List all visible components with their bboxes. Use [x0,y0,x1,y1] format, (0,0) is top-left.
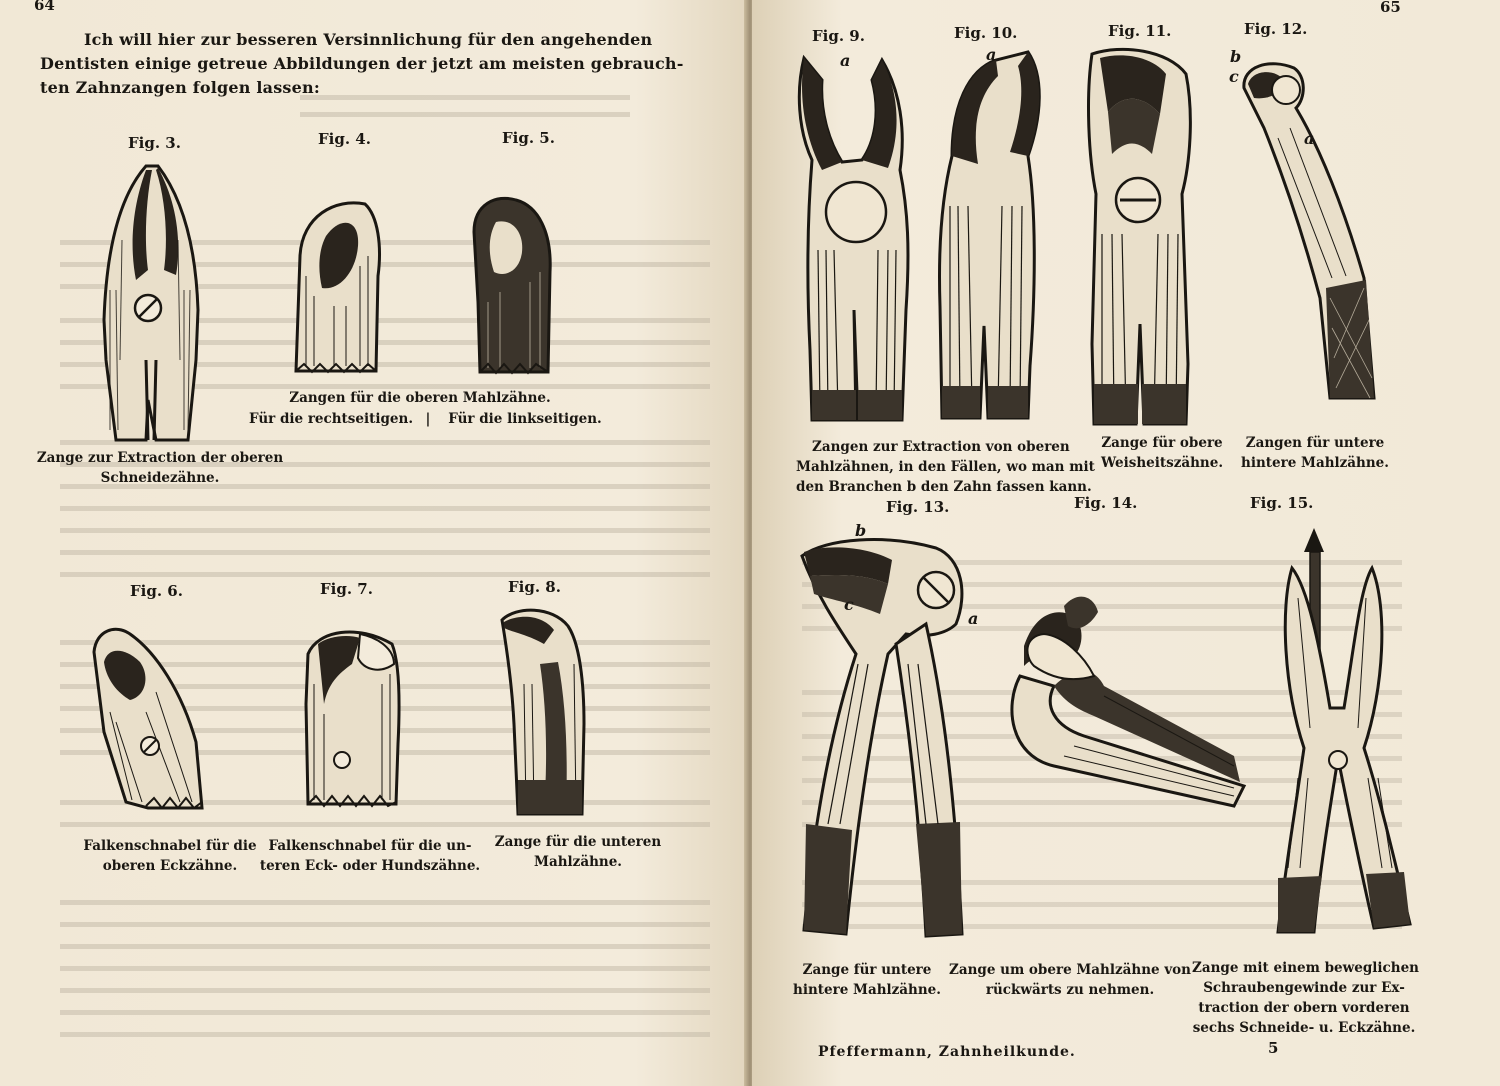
caption-line: rückwärts zu nehmen. [985,982,1155,998]
fig-10-label: Fig. 10. [954,24,1018,42]
fig-3-caption [30,448,290,488]
left-page [0,0,748,1086]
caption-line: teren Eck- oder Hundszähne. [259,858,481,874]
fig-11-caption [1092,433,1232,473]
fig-5-caption: Für die linkseitigen. [448,411,602,427]
fig-7-caption [256,836,484,876]
fig-4-5-caption-title: Zangen für die oberen Mahlzähne. [289,390,551,406]
fig-9-10-caption [796,437,1096,497]
page-number-left: 64 [34,0,55,14]
fig-3-forceps-illustration [96,160,206,445]
fig-12-forceps-illustration [1234,58,1384,403]
fig-10-letter-a: a [986,45,997,64]
fig-4-forceps-illustration [290,196,385,376]
fig-12-letter-c: c [1229,67,1239,86]
fig-12-letter-b: b [1230,47,1242,66]
fig-8-forceps-illustration [496,604,596,819]
fig-13-letter-a: a [968,609,979,628]
intro-line: ten Zahnzangen folgen lassen: [40,78,320,97]
fig-5-label: Fig. 5. [502,129,555,147]
caption-line: Zange mit einem beweglichen [1192,960,1419,976]
fig-13-letter-b: b [855,521,867,540]
caption-line: Weisheitszähne. [1100,455,1224,471]
caption-line: Zangen für untere [1245,435,1385,451]
signature-mark: 5 [1268,1039,1279,1057]
fig-6-label: Fig. 6. [130,582,183,600]
caption-line: Zange für untere [802,962,932,978]
caption-line: hintere Mahlzähne. [793,982,941,998]
caption-line: Schneidezähne. [100,470,220,486]
fig-13-forceps-illustration [796,534,996,944]
caption-line: traction der obern vorderen [1198,1000,1410,1016]
fig-6-caption [70,836,270,876]
intro-line: Ich will hier zur besseren Versinnlichung für den angehenden [84,30,653,49]
caption-line: Mahlzähnen, in den Fällen, wo man mit [796,459,1095,475]
fig-14-forceps-illustration [994,586,1254,846]
fig-8-caption [488,832,668,872]
fig-4-label: Fig. 4. [318,130,371,148]
fig-10-forceps-illustration [932,46,1052,426]
page-number-right: 65 [1380,0,1401,16]
caption-line: oberen Eckzähne. [102,858,238,874]
caption-line: Schraubengewinde zur Ex- [1203,980,1405,996]
fig-15-forceps-illustration [1274,528,1414,938]
fig-5-forceps-illustration [466,192,556,377]
caption-line: sechs Schneide- u. Eckzähne. [1192,1020,1416,1036]
fig-12-label: Fig. 12. [1244,20,1308,38]
footer-author-title: Pfeffermann, Zahnheilkunde. [818,1044,1076,1060]
caption-line: Zange zur Extraction der oberen [36,450,284,466]
fig-13-label: Fig. 13. [886,498,950,516]
caption-line: Zange um obere Mahlzähne von [948,962,1191,978]
caption-line: hintere Mahlzähne. [1241,455,1389,471]
caption-line: Mahlzähne. [534,854,622,870]
fig-4-5-separator: | [425,411,431,427]
caption-line: Falkenschnabel für die un- [268,838,472,854]
caption-line: Falkenschnabel für die [83,838,257,854]
fig-6-forceps-illustration [86,622,206,812]
fig-9-forceps-illustration [792,50,922,430]
fig-13-letter-c: c [844,595,854,614]
fig-9-letter-a: a [840,51,851,70]
intro-line: Dentisten einige getreue Abbildungen der jetzt am meisten gebrauch- [40,54,684,73]
fig-11-label: Fig. 11. [1108,22,1172,40]
fig-7-label: Fig. 7. [320,580,373,598]
fig-7-forceps-illustration [298,624,408,810]
fig-15-caption [1192,958,1419,1038]
caption-line: Zange für obere [1101,435,1223,451]
right-page [752,0,1500,1086]
fig-8-label: Fig. 8. [508,578,561,596]
fig-13-caption [792,960,942,1000]
fig-4-caption: Für die rechtseitigen. [248,411,414,427]
fig-3-label: Fig. 3. [128,134,181,152]
intro-paragraph [40,28,740,100]
fig-14-caption [948,960,1192,1000]
fig-15-label: Fig. 15. [1250,494,1314,512]
fig-9-label: Fig. 9. [812,27,865,45]
caption-line: den Branchen b den Zahn fassen kann. [796,479,1092,495]
fig-11-forceps-illustration [1082,44,1197,429]
fig-12-caption [1240,433,1390,473]
fig-14-label: Fig. 14. [1074,494,1138,512]
caption-line: Zange für die unteren [494,834,662,850]
fig-12-letter-a: a [1304,129,1315,148]
caption-line: Zangen zur Extraction von oberen [812,439,1070,455]
